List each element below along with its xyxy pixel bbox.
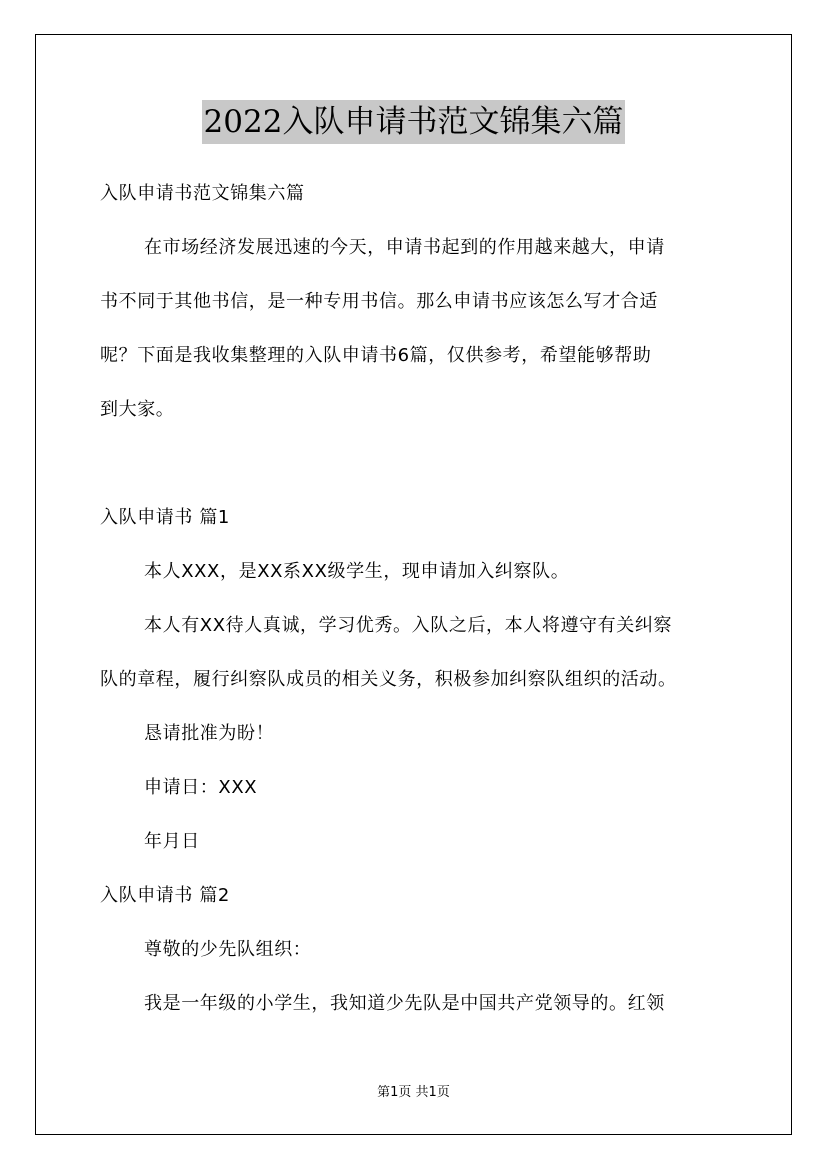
section-2-paragraph-2: 我是一年级的小学生，我知道少先队是中国共产党领导的。红领 xyxy=(144,993,665,1014)
document-subtitle: 入队申请书范文锦集六篇 xyxy=(100,183,305,204)
section-1-heading: 入队申请书 篇1 xyxy=(100,507,230,528)
section-1-paragraph-4: 申请日：XXX xyxy=(144,777,258,798)
intro-line-2: 书不同于其他书信，是一种专用书信。那么申请书应该怎么写才合适 xyxy=(100,291,658,312)
section-1-paragraph-3: 恳请批准为盼！ xyxy=(144,723,275,744)
section-1-paragraph-2-line-2: 队的章程，履行纠察队成员的相关义务，积极参加纠察队组织的活动。 xyxy=(100,669,677,690)
intro-line-3: 呢？下面是我收集整理的入队申请书6篇，仅供参考，希望能够帮助 xyxy=(100,345,652,366)
intro-line-4: 到大家。 xyxy=(100,399,175,420)
page-footer: 第1页 共1页 xyxy=(377,1085,450,1100)
section-1-paragraph-5: 年月日 xyxy=(144,831,200,852)
section-1-paragraph-2-line-1: 本人有XX待人真诚，学习优秀。入队之后，本人将遵守有关纠察 xyxy=(144,615,673,636)
section-2-heading: 入队申请书 篇2 xyxy=(100,885,230,906)
section-2-paragraph-1: 尊敬的少先队组织： xyxy=(144,939,312,960)
title-container xyxy=(0,100,827,144)
document-title: 2022入队申请书范文锦集六篇 xyxy=(202,100,626,144)
intro-line-1: 在市场经济发展迅速的今天，申请书起到的作用越来越大，申请 xyxy=(144,237,665,258)
section-1-paragraph-1: 本人XXX，是XX系XX级学生，现申请加入纠察队。 xyxy=(144,561,570,582)
